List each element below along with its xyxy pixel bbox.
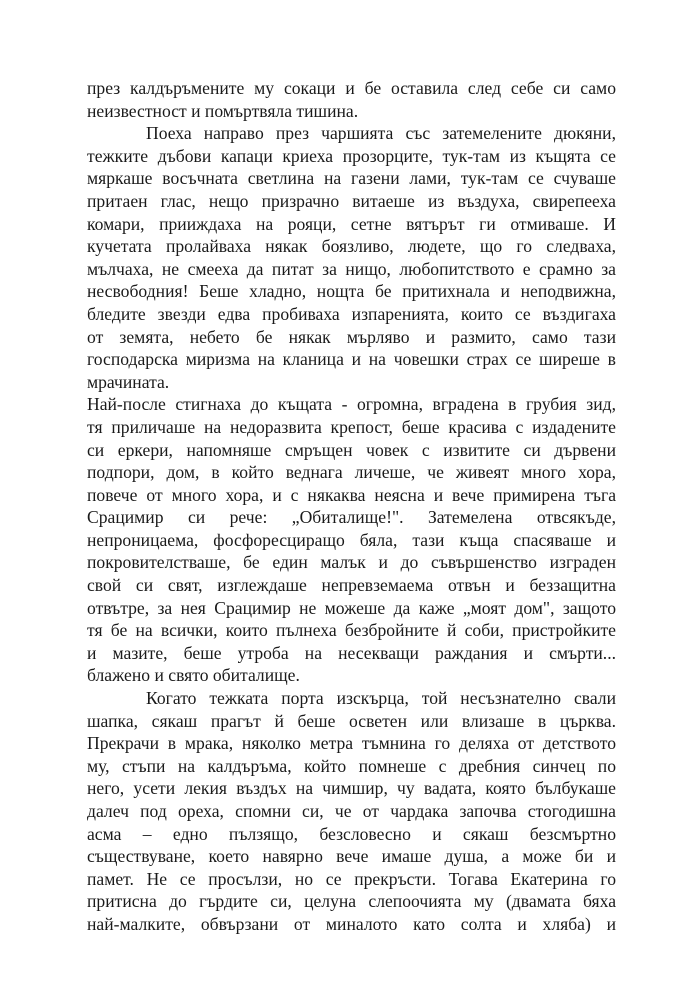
- text-line: съществуване, което навярно вече имаше душа, а може би и: [87, 846, 616, 867]
- text-line: господарска миризма на кланица и на човешки страх се ширеше в: [87, 349, 616, 370]
- text-line: най-малките, обвързани от миналото като солта и хляба) и: [87, 913, 616, 934]
- text-line: непроницаема, фосфоресциращо бяла, тази къща спасяваше и: [87, 529, 616, 550]
- text-line: мяркаше восъчната светлина на газени лами, тук-там се счуваше: [87, 168, 616, 189]
- text-line: си еркери, напомняше смръщен човек с извитите си дървени: [87, 439, 616, 460]
- text-line: шапка, сякаш прагът й беше осветен или влизаше в църква.: [87, 710, 616, 731]
- text-line: Срацимир си рече: „Обиталище!". Затемелена отвсякъде,: [87, 507, 616, 528]
- text-line: несвободния! Беше хладно, нощта бе притихнала и неподвижна,: [87, 281, 616, 302]
- text-line: комари, прииждаха на рояци, сетне вятърът ги отмиваше. И: [87, 213, 616, 234]
- text-line: памет. Не се просълзи, но се прекръсти. Тогава Екатерина го: [87, 868, 616, 889]
- text-line: него, усети лекия въздъх на чимшир, чу вадата, която бълбукаше: [87, 778, 616, 799]
- text-line: подпори, дом, в който веднага личеше, че живеят много хора,: [87, 462, 616, 483]
- text-line: покровителстваше, бе един малък и до съвършенство изграден: [87, 552, 616, 573]
- text-line: мрачината.: [87, 371, 170, 392]
- text-line: неизвестност и помъртвяла тишина.: [87, 100, 359, 121]
- body-text: [87, 77, 616, 936]
- text-line: притаен глас, нещо призрачно витаеше из въздуха, свирепееха: [87, 190, 616, 211]
- text-line: Прекрачи в мрака, няколко метра тъмнина го деляха от детството: [87, 733, 616, 754]
- text-line: далеч под ореха, спомни си, че от чардака започва стогодишна: [87, 801, 616, 821]
- text-line: тя приличаше на недоразвита крепост, беше красива с издадените: [87, 416, 616, 437]
- text-line: бледите звезди едва пробиваха изпаренията, които се въздигаха: [87, 303, 616, 324]
- text-line: тя бе на всички, които пълнеха безбройните й соби, пристройките: [87, 620, 616, 641]
- text-line: притисна до гърдите си, целуна слепоочията му (двамата бяха: [87, 891, 616, 912]
- text-line: свой си свят, изглеждаше непревземаема отвън и беззащитна: [87, 575, 616, 596]
- text-line: отвътре, за нея Срацимир не можеше да каже „моят дом", защото: [87, 597, 616, 618]
- text-line: и мазите, беше утроба на несекващи раждания и смърти...: [87, 642, 616, 663]
- text-line: повече от много хора, и с някаква неясна и вече примирена тъга: [87, 484, 616, 505]
- text-line: от земята, небето бе някак мърляво и размито, само тази: [87, 326, 616, 347]
- text-line: Най-после стигнаха до къщата - огромна, вградена в грубия зид,: [87, 394, 616, 415]
- text-line: му, стъпи на калдъръма, който помнеше с дребния синчец по: [87, 755, 616, 776]
- text-line: тежките дъбови капаци криеха прозорците, тук-там из къщята се: [87, 145, 616, 166]
- text-line: Поеха направо през чаршията със затемелените дюкяни,: [146, 123, 616, 144]
- text-line: кучетата пролайваха някак боязливо, людете, що го следваха,: [87, 236, 616, 257]
- text-line: асма – едно пълзящо, безсловесно и сякаш безсмъртно: [87, 823, 616, 844]
- text-line: блажено и свято обиталище.: [87, 665, 300, 686]
- text-line: Когато тежката порта изскърца, той несъзнателно свали: [146, 688, 616, 709]
- text-line: мълчаха, не смееха да питат за нищо, любопитството е срамно за: [87, 258, 616, 279]
- text-line: през калдъръмените му сокаци и бе оставила след себе си само: [87, 78, 616, 98]
